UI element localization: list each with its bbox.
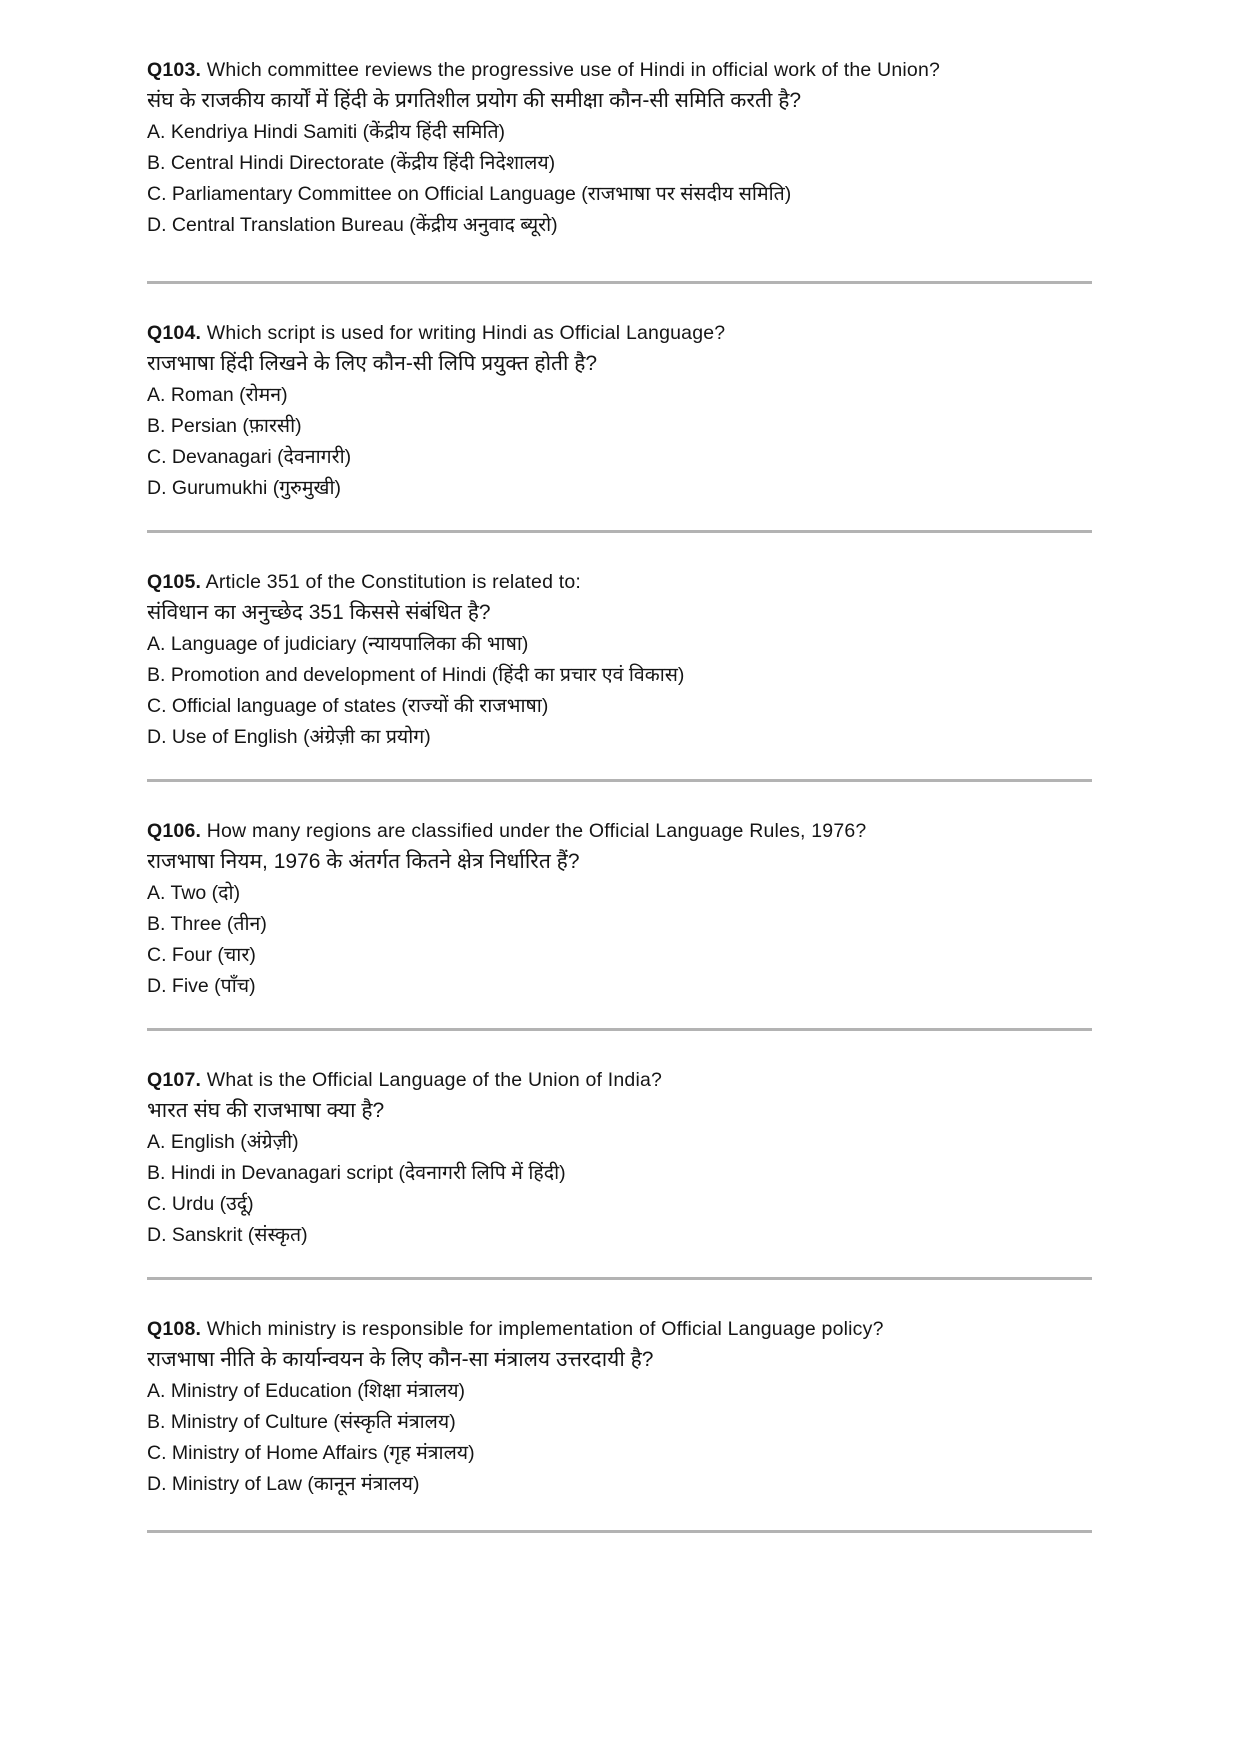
option-a[interactable]: A. Ministry of Education (शिक्षा मंत्रालय) xyxy=(147,1380,466,1402)
question-text-hi: संघ के राजकीय कार्यों में हिंदी के प्रगतिशील प्रयोग की समीक्षा कौन-सी समिति करती है? xyxy=(147,89,802,112)
option-b[interactable]: B. Hindi in Devanagari script (देवनागरी लिपि में हिंदी) xyxy=(147,1162,566,1184)
question-number: Q103. xyxy=(147,59,202,81)
question-number: Q105. xyxy=(147,571,202,593)
option-b[interactable]: B. Persian (फ़ारसी) xyxy=(147,415,302,437)
question-text-en xyxy=(147,1314,1094,1344)
question-en-text: How many regions are classified under the Official Language Rules, 1976? xyxy=(206,820,867,842)
option-b[interactable]: B. Promotion and development of Hindi (हिंदी का प्रचार एवं विकास) xyxy=(147,664,685,686)
option-a[interactable]: A. Two (दो) xyxy=(147,882,241,904)
option-d[interactable]: D. Use of English (अंग्रेज़ी का प्रयोग) xyxy=(147,726,431,748)
option-c[interactable]: C. Urdu (उर्दू) xyxy=(147,1193,254,1215)
question-block xyxy=(147,45,1094,241)
option-d[interactable]: D. Central Translation Bureau (केंद्रीय अनुवाद ब्यूरो) xyxy=(147,214,558,236)
option-b[interactable]: B. Three (तीन) xyxy=(147,913,267,935)
option-a[interactable]: A. English (अंग्रेज़ी) xyxy=(147,1131,299,1153)
question-text-en xyxy=(147,1065,1094,1095)
question-text-hi: राजभाषा नियम, 1976 के अंतर्गत कितने क्षेत्र निर्धारित हैं? xyxy=(147,850,580,873)
question-block xyxy=(147,308,1094,504)
question-text-en xyxy=(147,816,1094,846)
question-separator xyxy=(147,530,1092,533)
option-a[interactable]: A. Language of judiciary (न्यायपालिका की भाषा) xyxy=(147,633,529,655)
option-b[interactable]: B. Central Hindi Directorate (केंद्रीय हिंदी निदेशालय) xyxy=(147,152,556,174)
question-text-en xyxy=(147,55,1094,85)
option-c[interactable]: C. Devanagari (देवनागरी) xyxy=(147,446,352,468)
question-number: Q106. xyxy=(147,820,202,842)
option-b[interactable]: B. Ministry of Culture (संस्कृति मंत्रालय) xyxy=(147,1411,456,1433)
question-en-text: Which committee reviews the progressive use of Hindi in official work of the Union? xyxy=(206,59,941,81)
question-text-hi: राजभाषा हिंदी लिखने के लिए कौन-सी लिपि प्रयुक्त होती है? xyxy=(147,352,598,375)
option-c[interactable]: C. Parliamentary Committee on Official Language (राजभाषा पर संसदीय समिति) xyxy=(147,183,792,205)
option-d[interactable]: D. Gurumukhi (गुरुमुखी) xyxy=(147,477,341,499)
option-c[interactable]: C. Four (चार) xyxy=(147,944,256,966)
question-block xyxy=(147,557,1094,753)
question-separator xyxy=(147,1277,1092,1280)
question-block xyxy=(147,806,1094,1002)
question-separator xyxy=(147,1530,1092,1533)
question-text-hi: संविधान का अनुच्छेद 351 किससे संबंधित है? xyxy=(147,601,491,624)
question-text-hi: भारत संघ की राजभाषा क्या है? xyxy=(147,1099,385,1122)
question-separator xyxy=(147,779,1092,782)
question-block xyxy=(147,1304,1094,1500)
question-number: Q104. xyxy=(147,322,202,344)
question-en-text: Article 351 of the Constitution is related to: xyxy=(205,571,581,593)
question-en-text: Which script is used for writing Hindi as Official Language? xyxy=(206,322,726,344)
question-block xyxy=(147,1055,1094,1251)
question-separator xyxy=(147,281,1092,284)
option-c[interactable]: C. Ministry of Home Affairs (गृह मंत्रालय) xyxy=(147,1442,475,1464)
question-separator xyxy=(147,1028,1092,1031)
option-a[interactable]: A. Kendriya Hindi Samiti (केंद्रीय हिंदी समिति) xyxy=(147,121,506,143)
question-text-hi: राजभाषा नीति के कार्यान्वयन के लिए कौन-सा मंत्रालय उत्तरदायी है? xyxy=(147,1348,654,1371)
option-d[interactable]: D. Five (पाँच) xyxy=(147,975,256,997)
option-c[interactable]: C. Official language of states (राज्यों की राजभाषा) xyxy=(147,695,549,717)
option-a[interactable]: A. Roman (रोमन) xyxy=(147,384,288,406)
question-text-en xyxy=(147,318,1094,348)
option-d[interactable]: D. Ministry of Law (कानून मंत्रालय) xyxy=(147,1473,420,1495)
question-text-en xyxy=(147,567,1094,597)
question-number: Q107. xyxy=(147,1069,202,1091)
option-d[interactable]: D. Sanskrit (संस्कृत) xyxy=(147,1224,308,1246)
question-en-text: What is the Official Language of the Union of India? xyxy=(206,1069,663,1091)
question-en-text: Which ministry is responsible for implementation of Official Language policy? xyxy=(206,1318,884,1340)
question-number: Q108. xyxy=(147,1318,202,1340)
